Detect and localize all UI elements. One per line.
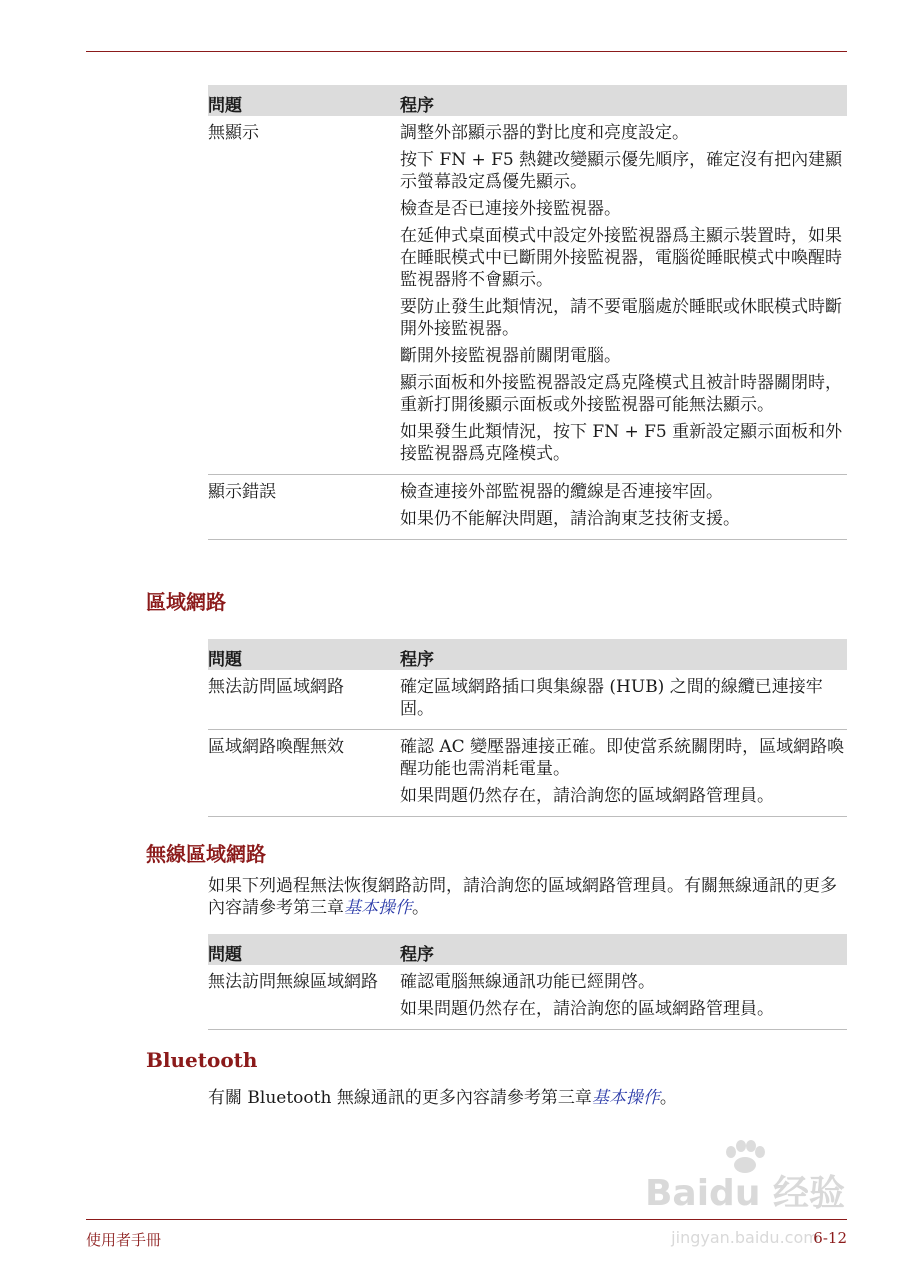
procedure-step: 要防止發生此類情況，請不要電腦處於睡眠或休眠模式時斷開外接監視器。: [400, 297, 842, 339]
procedure-step: 確認 AC 變壓器連接正確。即使當系統關閉時，區域網路喚醒功能也需消耗電量。: [400, 737, 845, 779]
table-header: [208, 85, 847, 116]
header-problem: 問題: [208, 650, 242, 670]
table-row: [208, 475, 847, 540]
procedure-step: 調整外部顯示器的對比度和亮度設定。: [400, 123, 689, 143]
lan-troubleshoot-table: [208, 639, 847, 817]
procedure-step: 如果發生此類情況，按下 FN + F5 重新設定顯示面板和外接監視器爲克隆模式。: [400, 422, 843, 464]
section-title-bluetooth: Bluetooth: [146, 1048, 258, 1072]
procedure-step: 檢查是否已連接外接監視器。: [400, 199, 621, 219]
wlan-intro-text: 如果下列過程無法恢復網路訪問，請洽詢您的區域網路管理員。有關無線通訊的更多內容請參考第三章: [208, 876, 837, 918]
header-rule: [86, 51, 847, 52]
section-title-wlan: 無線區域網路: [146, 842, 266, 866]
bluetooth-paragraph: [208, 1087, 848, 1109]
page-number: 6-12: [813, 1229, 847, 1247]
header-procedure: 程序: [400, 945, 434, 965]
procedure-step: 如果仍不能解決問題，請洽詢東芝技術支援。: [400, 509, 740, 529]
wlan-troubleshoot-table: [208, 934, 847, 1030]
table-header: [208, 639, 847, 670]
procedure-step: 在延伸式桌面模式中設定外接監視器爲主顯示裝置時，如果在睡眠模式中已斷開外接監視器，電腦從睡眠模式中喚醒時監視器將不會顯示。: [400, 226, 842, 290]
header-problem: 問題: [208, 945, 242, 965]
problem-cell: 無法訪問無線區域網路: [208, 972, 378, 992]
procedure-step: 顯示面板和外接監視器設定爲克隆模式且被計時器關閉時，重新打開後顯示面板或外接監視器可能無法顯示。: [400, 373, 842, 415]
procedure-step: 按下 FN + F5 熱鍵改變顯示優先順序，確定沒有把內建顯示螢幕設定爲優先顯示。: [400, 150, 843, 192]
watermark-url: jingyan.baidu.com: [671, 1228, 819, 1247]
paw-icon: [723, 1140, 767, 1174]
table-row: [208, 730, 847, 817]
procedure-step: 如果問題仍然存在，請洽詢您的區域網路管理員。: [400, 786, 774, 806]
problem-cell: 顯示錯誤: [208, 482, 276, 502]
problem-cell: 無顯示: [208, 123, 259, 143]
procedure-step: 斷開外接監視器前關閉電腦。: [400, 346, 621, 366]
wlan-intro-paragraph: [208, 875, 848, 919]
footer-rule: [86, 1219, 847, 1220]
basic-operations-link[interactable]: 基本操作: [591, 1088, 660, 1108]
procedure-step: 如果問題仍然存在，請洽詢您的區域網路管理員。: [400, 999, 774, 1019]
bluetooth-text-end: 。: [659, 1088, 677, 1108]
header-procedure: 程序: [400, 96, 434, 116]
header-problem: 問題: [208, 96, 242, 116]
table-header: [208, 934, 847, 965]
header-procedure: 程序: [400, 650, 434, 670]
table-row: [208, 670, 847, 730]
watermark-logo: Baidu 经验: [644, 1173, 845, 1214]
section-title-lan: 區域網路: [146, 590, 226, 614]
footer-manual-title: 使用者手冊: [86, 1231, 162, 1249]
procedure-step: 檢查連接外部監視器的纜線是否連接牢固。: [400, 482, 723, 502]
table-row: [208, 116, 847, 475]
basic-operations-link[interactable]: 基本操作: [344, 898, 412, 918]
problem-cell: 無法訪問區域網路: [208, 677, 344, 697]
wlan-intro-end: 。: [412, 898, 429, 918]
procedure-step: 確認電腦無線通訊功能已經開啓。: [400, 972, 655, 992]
procedure-step: 確定區域網路插口與集線器 (HUB) 之間的線纜已連接牢固。: [400, 677, 823, 719]
baidu-watermark: [640, 1140, 850, 1247]
table-row: [208, 965, 847, 1030]
display-troubleshoot-table: [208, 85, 847, 540]
problem-cell: 區域網路喚醒無效: [208, 737, 344, 757]
bluetooth-text: 有關 Bluetooth 無線通訊的更多內容請參考第三章: [208, 1088, 592, 1108]
